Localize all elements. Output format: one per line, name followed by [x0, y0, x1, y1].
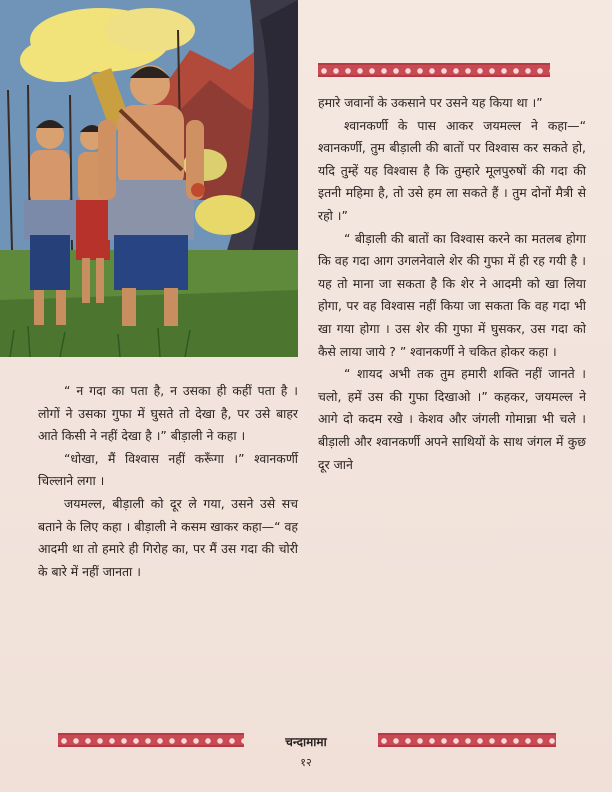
- paragraph: हमारे जवानों के उकसाने पर उसने यह किया था ।”: [318, 95, 543, 110]
- paragraph: जयमल्ल, बीड़ाली को दूर ले गया, उसने उसे सच बताने के लिए कहा । बीड़ाली ने कसम खाकर कहा—“ वह आदमी था तो हमारे ही गिरोह का, पर मैं उस गदा की चोरी के बारे में नहीं जानता ।: [38, 495, 298, 579]
- story-illustration: [0, 0, 298, 357]
- paragraph: “ न गदा का पता है, न उसका ही कहीं पता है । लोगों ने उसका गुफा में घुसते तो देखा है, पर उसे बाहर आते किसी ने नहीं देखा है ।” बीड़ाली ने कहा ।: [38, 383, 298, 444]
- right-text-column: [318, 92, 586, 476]
- magazine-name: चन्दामामा: [285, 735, 327, 749]
- paragraph: श्वानकर्णी के पास आकर जयमल्ल ने कहा—“ श्वानकर्णी, तुम बीड़ाली की बातों पर विश्वास कर सकते हो, यदि तुम्हें यह विश्वास है कि तुम्हारे मूलपुरुषों की गदा की इतनी महिमा है, तो उसे हम ला सकते हैं । तुम दोनों मैत्री से रहो ।”: [318, 117, 586, 223]
- decorative-border-top: [318, 63, 550, 77]
- left-text-column: [38, 380, 298, 583]
- paragraph: “ शायद अभी तक तुम हमारी शक्ति नहीं जानते । चलो, हमें उस की गुफा दिखाओ ।” कहकर, जयमल्ल ने आगे दो कदम रखे । केशव और जंगली गोमान्ना भी चले । बीड़ाली और श्वानकर्णी अपने साथियों के साथ जंगल में कुछ दूर जाने: [318, 366, 586, 472]
- paragraph: “ बीड़ाली की बातों का विश्वास करने का मतलब होगा कि वह गदा आग उगलनेवाले शेर की गुफा में ही रह गयी है । यह तो माना जा सकता है कि शेर ने आदमी को खा लिया होगा, पर वह विश्वास नहीं किया जा सकता कि वह गदा भी खा गया होगा । उस शेर की गुफा में घुसकर, उस गदा को कैसे लाया जाये ? ” श्वानकर्णी ने चकित होकर कहा ।: [318, 230, 586, 359]
- paragraph: “धोखा, मैं विश्वास नहीं करूँगा ।” श्वानकर्णी चिल्लाने लगा ।: [38, 450, 298, 489]
- page-number: १२: [300, 756, 312, 769]
